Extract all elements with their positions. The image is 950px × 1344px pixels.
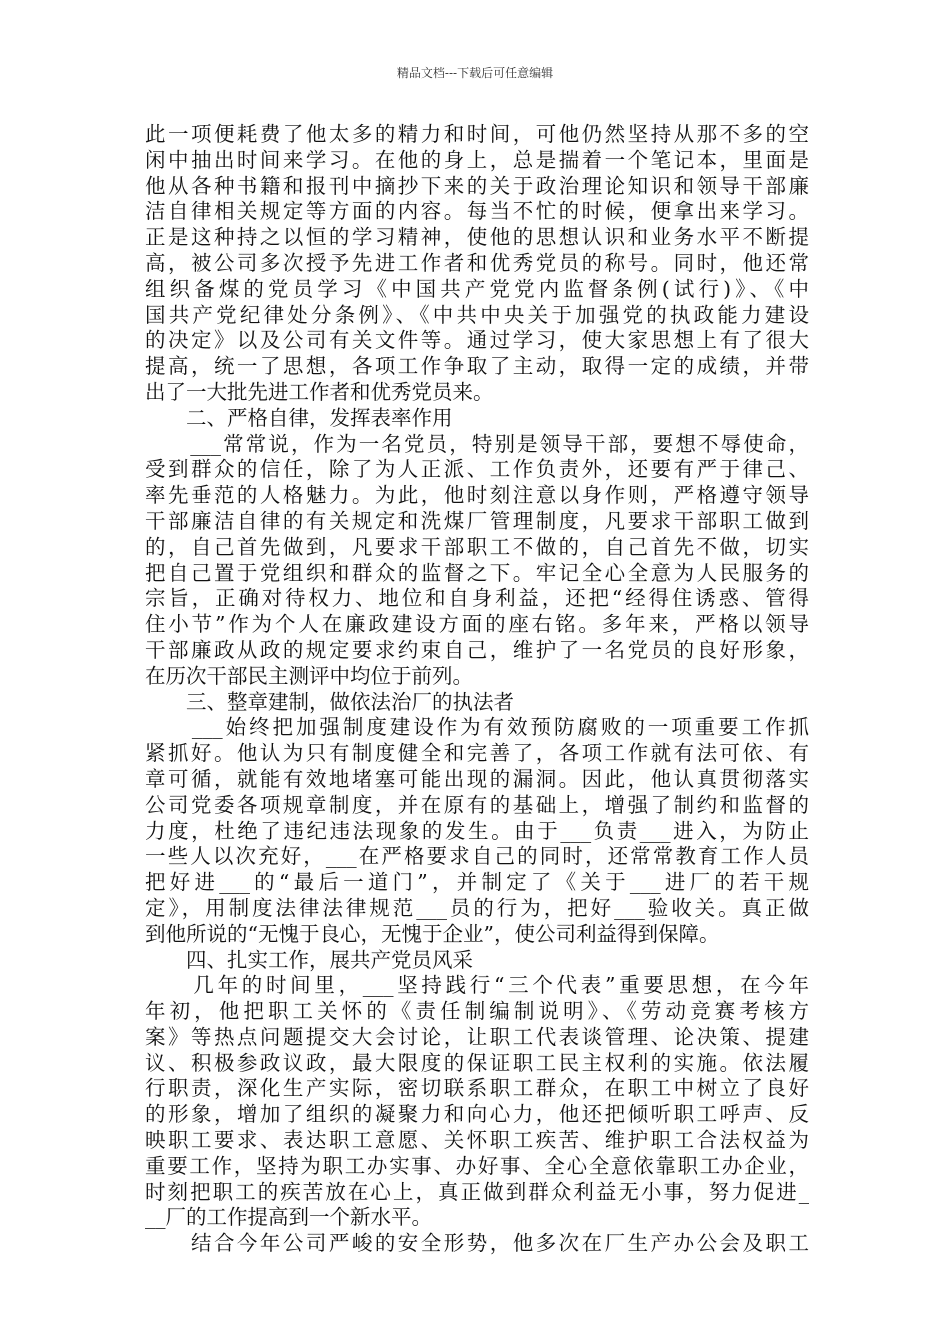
section-heading: 三、整章建制，做依法治厂的执法者 xyxy=(145,689,514,714)
text-line: 在历次干部民主测评中均位于前列。 xyxy=(145,663,473,688)
text-line: 定》，用制度法律法律规范___员的行为，把好___验收关。真正做 xyxy=(145,895,809,920)
page-header: 精品文档---下载后可任意编辑 xyxy=(396,66,554,80)
text-line: 时刻把职工的疾苦放在心上，真正做到群众利益无小事，努力促进_ xyxy=(145,1179,809,1204)
text-line: 的决定》以及公司有关文件等。通过学习，使大家思想上有了很大 xyxy=(145,328,809,353)
text-line: 出了一大批先进工作者和优秀党员来。 xyxy=(145,379,494,404)
text-line: __厂的工作提高到一个新水平。 xyxy=(145,1205,432,1230)
text-line: 几年的时间里，___坚持践行“三个代表”重要思想，在今年 xyxy=(145,973,809,998)
text-line: 议、积极参政议政，最大限度的保证职工民主权利的实施。依法履 xyxy=(145,1050,809,1075)
text-line: 一些人以次充好，___在严格要求自己的同时，还常常教育工作人员 xyxy=(145,844,809,869)
text-line: 年初，他把职工关怀的《责任制编制说明》、《劳动竞赛考核方 xyxy=(145,999,809,1024)
text-line: 率先垂范的人格魅力。为此，他时刻注意以身作则，严格遵守领导 xyxy=(145,483,809,508)
text-line: 宗旨，正确对待权力、地位和自身利益，还把“经得住诱惑、管得 xyxy=(145,586,809,611)
text-line: 力度，杜绝了违纪违法现象的发生。由于___负责___进入，为防止 xyxy=(145,818,809,843)
text-line: 住小节”作为个人在廉政建设方面的座右铭。多年来，严格以领导 xyxy=(145,612,809,637)
text-line: 映职工要求、表达职工意愿、关怀职工疾苦、维护职工合法权益为 xyxy=(145,1128,809,1153)
text-line: 章可循，就能有效地堵塞可能出现的漏洞。因此，他认真贯彻落实 xyxy=(145,766,809,791)
text-line: 紧抓好。他认为只有制度健全和完善了，各项工作就有法可依、有 xyxy=(145,741,809,766)
text-line: 受到群众的信任，除了为人正派、工作负责外，还要有严于律己、 xyxy=(145,457,809,482)
text-line: 提高，统一了思想，各项工作争取了主动，取得一定的成绩，并带 xyxy=(145,354,809,379)
text-line: ___常常说，作为一名党员，特别是领导干部，要想不辱使命， xyxy=(145,431,809,456)
section-heading: 二、严格自律，发挥表率作用 xyxy=(145,405,453,430)
text-line: 把自己置于党组织和群众的监督之下。牢记全心全意为人民服务的 xyxy=(145,560,809,585)
text-line: 的形象，增加了组织的凝聚力和向心力，他还把倾听职工呼声、反 xyxy=(145,1102,809,1127)
text-line: 干部廉洁自律的有关规定和洗煤厂管理制度，凡要求干部职工做到 xyxy=(145,508,809,533)
text-line: 组织备煤的党员学习《中国共产党党内监督条例(试行)》、《中 xyxy=(145,276,809,301)
text-line: ___始终把加强制度建设作为有效预防腐败的一项重要工作抓 xyxy=(145,715,809,740)
text-line: 高，被公司多次授予先进工作者和优秀党员的称号。同时，他还常 xyxy=(145,250,809,275)
document-body xyxy=(145,122,809,1257)
text-line: 闲中抽出时间来学习。在他的身上，总是揣着一个笔记本，里面是 xyxy=(145,147,809,172)
section-heading: 四、扎实工作，展共产党员风采 xyxy=(145,947,473,972)
text-line: 把好进___的“最后一道门”，并制定了《关于___进厂的若干规 xyxy=(145,870,809,895)
text-line: 正是这种持之以恒的学习精神，使他的思想认识和业务水平不断提 xyxy=(145,225,809,250)
text-line: 的，自己首先做到，凡要求干部职工不做的，自己首先不做，切实 xyxy=(145,534,809,559)
text-line: 公司党委各项规章制度，并在原有的基础上，增强了制约和监督的 xyxy=(145,792,809,817)
text-line: 洁自律相关规定等方面的内容。每当不忙的时候，便拿出来学习。 xyxy=(145,199,809,224)
text-line: 结合今年公司严峻的安全形势，他多次在厂生产办公会及职工 xyxy=(145,1231,809,1256)
text-line: 到他所说的“无愧于良心，无愧于企业”，使公司利益得到保障。 xyxy=(145,921,720,946)
text-line: 行职责，深化生产实际，密切联系职工群众，在职工中树立了良好 xyxy=(145,1076,809,1101)
text-line: 案》等热点问题提交大会讨论，让职工代表谈管理、论决策、提建 xyxy=(145,1024,809,1049)
text-line: 此一项便耗费了他太多的精力和时间，可他仍然坚持从那不多的空 xyxy=(145,122,809,146)
text-line: 他从各种书籍和报刊中摘抄下来的关于政治理论知识和领导干部廉 xyxy=(145,173,809,198)
text-line: 干部廉政从政的规定要求约束自己，维护了一名党员的良好形象， xyxy=(145,637,809,662)
text-line: 国共产党纪律处分条例》、《中共中央关于加强党的执政能力建设 xyxy=(145,302,809,327)
text-line: 重要工作，坚持为职工办实事、办好事、全心全意依靠职工办企业， xyxy=(145,1153,809,1178)
